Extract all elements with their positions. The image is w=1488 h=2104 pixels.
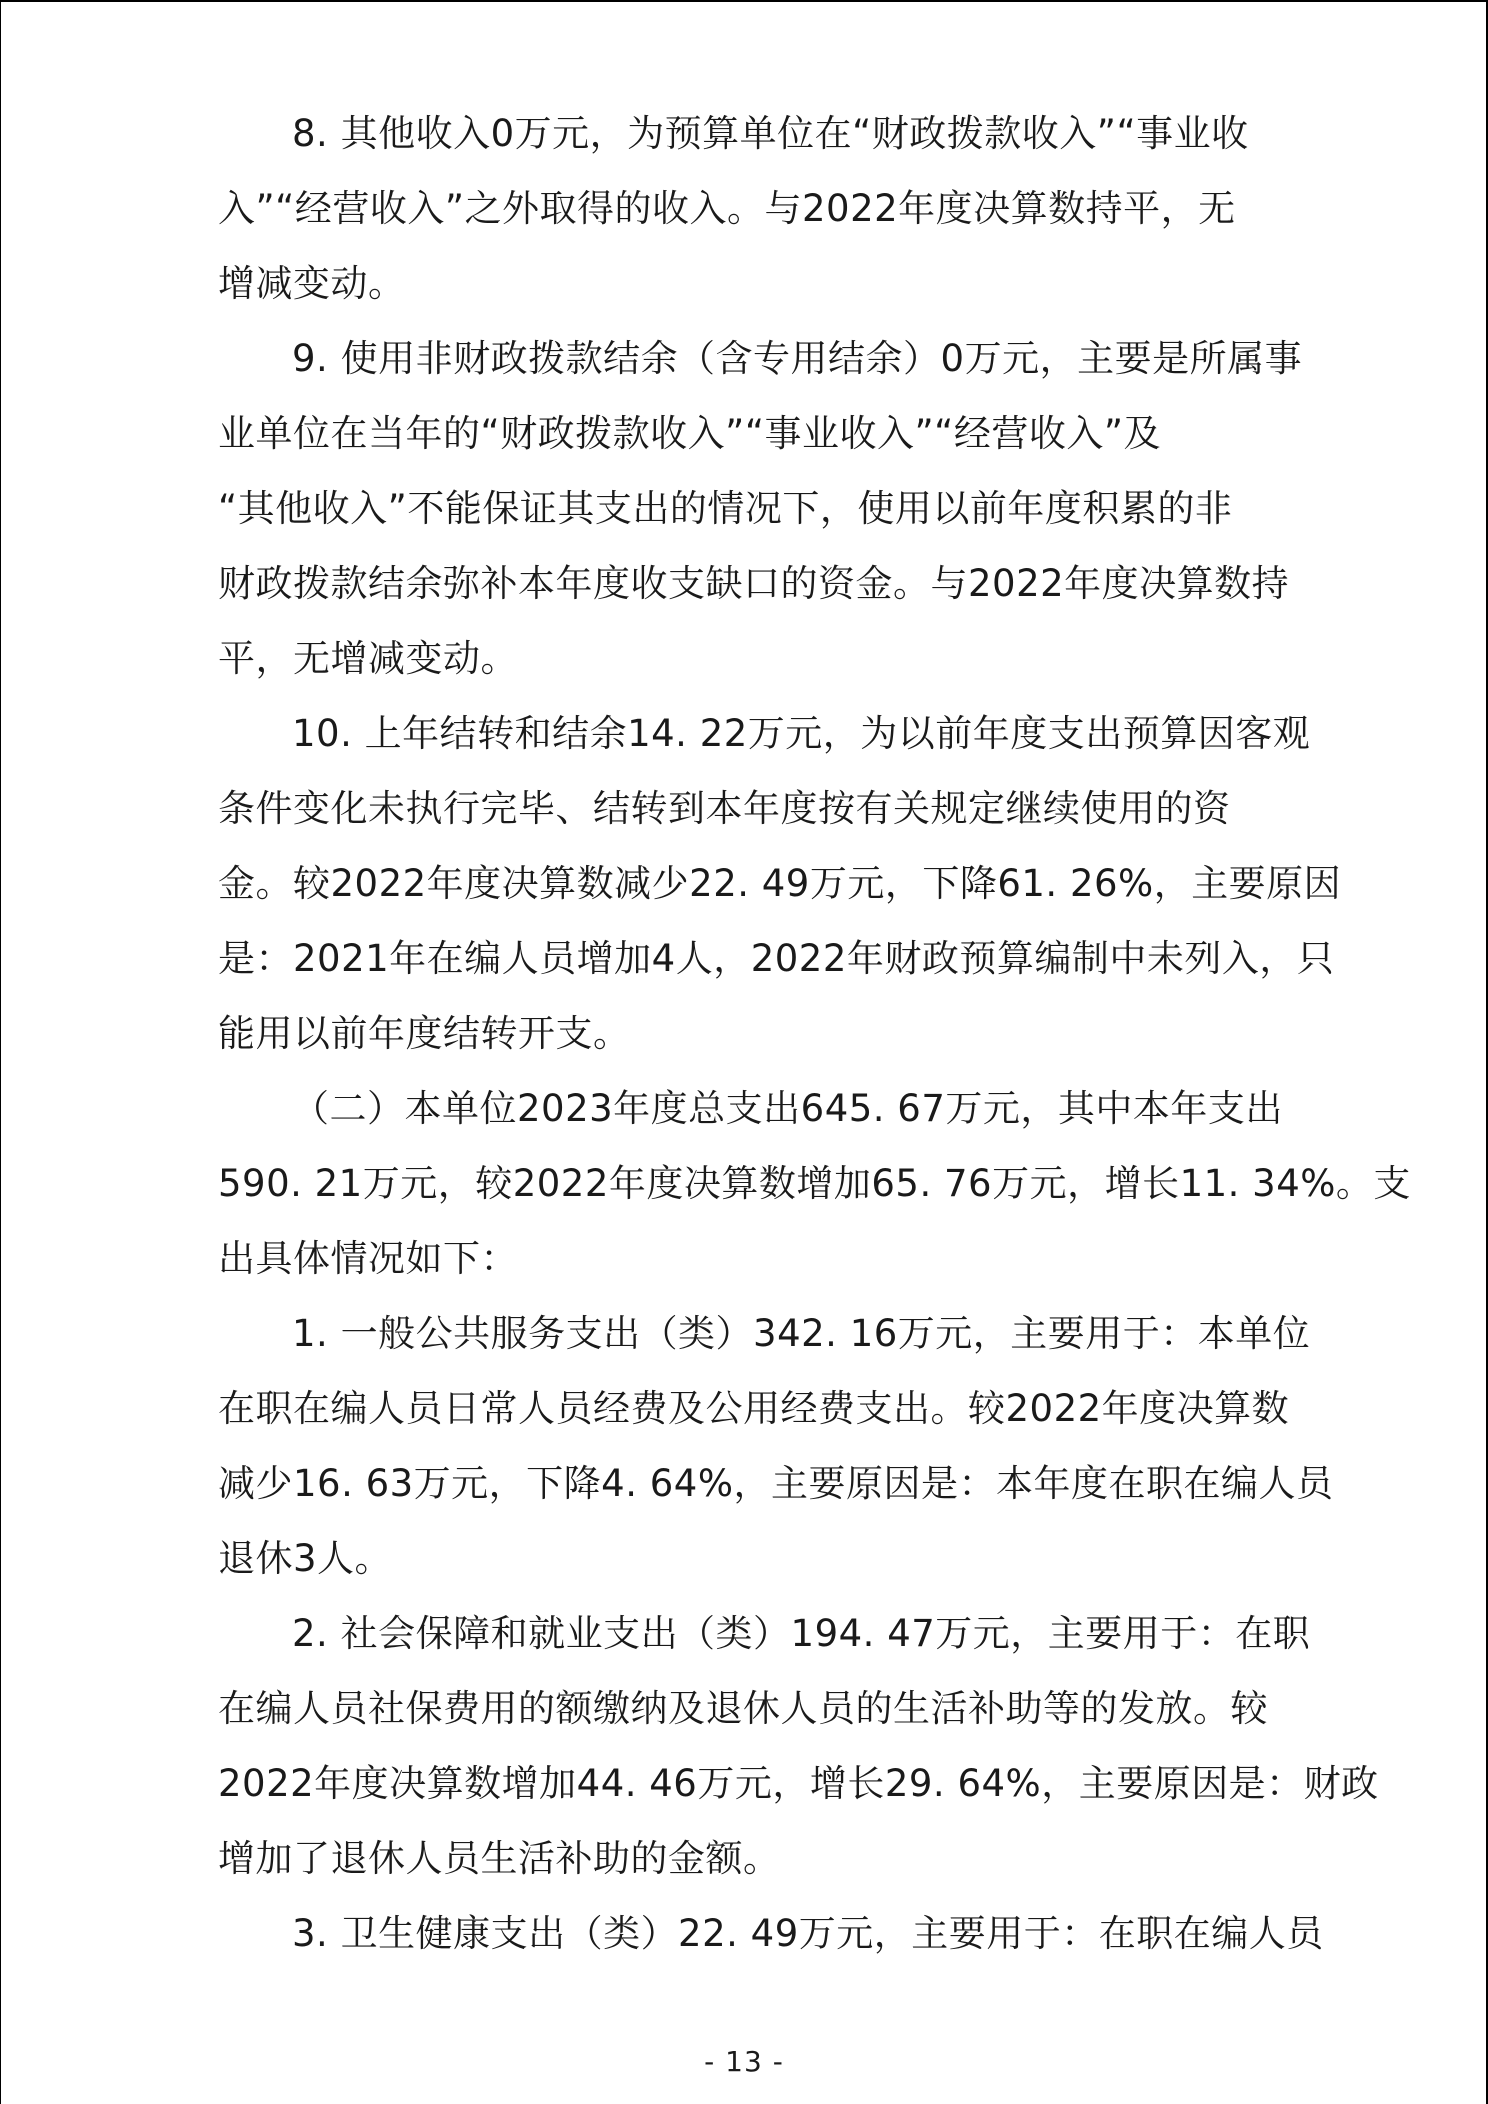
- text-line: 出具体情况如下：: [218, 1237, 518, 1280]
- text-line: 能用以前年度结转开支。: [218, 1012, 631, 1055]
- text-line: 条件变化未执行完毕、结转到本年度按有关规定继续使用的资: [218, 787, 1231, 830]
- text-line: （二）本单位2023年度总支出645. 67万元，其中本年支出: [292, 1087, 1283, 1130]
- document-body: [218, 96, 1411, 1971]
- text-line: 在职在编人员日常人员经费及公用经费支出。较2022年度决算数: [218, 1387, 1290, 1430]
- text-line: 2. 社会保障和就业支出（类）194. 47万元，主要用于：在职: [292, 1612, 1311, 1655]
- text-line: 10. 上年结转和结余14. 22万元，为以前年度支出预算因客观: [292, 712, 1311, 755]
- text-line: 金。较2022年度决算数减少22. 49万元，下降61. 26%，主要原因: [218, 862, 1342, 905]
- text-line: “其他收入”不能保证其支出的情况下，使用以前年度积累的非: [218, 487, 1233, 530]
- paragraph-public-services: [218, 1296, 1334, 1596]
- paragraph-social-security: [218, 1596, 1379, 1896]
- paragraph-other-income: [218, 96, 1286, 321]
- text-line: 3. 卫生健康支出（类）22. 49万元，主要用于：在职在编人员: [292, 1912, 1324, 1955]
- text-line: 增减变动。: [218, 262, 406, 305]
- paragraph-health: [218, 1896, 1324, 1971]
- page-border-top: [0, 0, 1488, 2]
- text-line: 590. 21万元，较2022年度决算数增加65. 76万元，增长11. 34%。支: [218, 1162, 1411, 1205]
- text-line: 是：2021年在编人员增加4人，2022年财政预算编制中未列入，只: [218, 937, 1335, 980]
- text-line: 退休3人。: [218, 1537, 393, 1580]
- text-line: 2022年度决算数增加44. 46万元，增长29. 64%，主要原因是：财政: [218, 1762, 1379, 1805]
- text-line: 平，无增减变动。: [218, 637, 518, 680]
- page-number: - 13 -: [704, 2045, 784, 2078]
- text-line: 1. 一般公共服务支出（类）342. 16万元，主要用于：本单位: [292, 1312, 1311, 1355]
- text-line: 8. 其他收入0万元，为预算单位在“财政拨款收入”“事业收: [292, 112, 1249, 155]
- text-line: 在编人员社保费用的额缴纳及退休人员的生活补助等的发放。较: [218, 1687, 1268, 1730]
- paragraph-non-fiscal-balance: [218, 321, 1303, 696]
- text-line: 财政拨款结余弥补本年度收支缺口的资金。与2022年度决算数持: [218, 562, 1290, 605]
- page-border-left: [0, 0, 1, 2104]
- paragraph-total-expenditure: [218, 1071, 1411, 1296]
- text-line: 增加了退休人员生活补助的金额。: [218, 1837, 781, 1880]
- text-line: 9. 使用非财政拨款结余（含专用结余）0万元，主要是所属事: [292, 337, 1303, 380]
- paragraph-carryover: [218, 696, 1342, 1071]
- text-line: 入”“经营收入”之外取得的收入。与2022年度决算数持平，无: [218, 187, 1236, 230]
- text-line: 业单位在当年的“财政拨款收入”“事业收入”“经营收入”及: [218, 412, 1162, 455]
- text-line: 减少16. 63万元，下降4. 64%，主要原因是：本年度在职在编人员: [218, 1462, 1334, 1505]
